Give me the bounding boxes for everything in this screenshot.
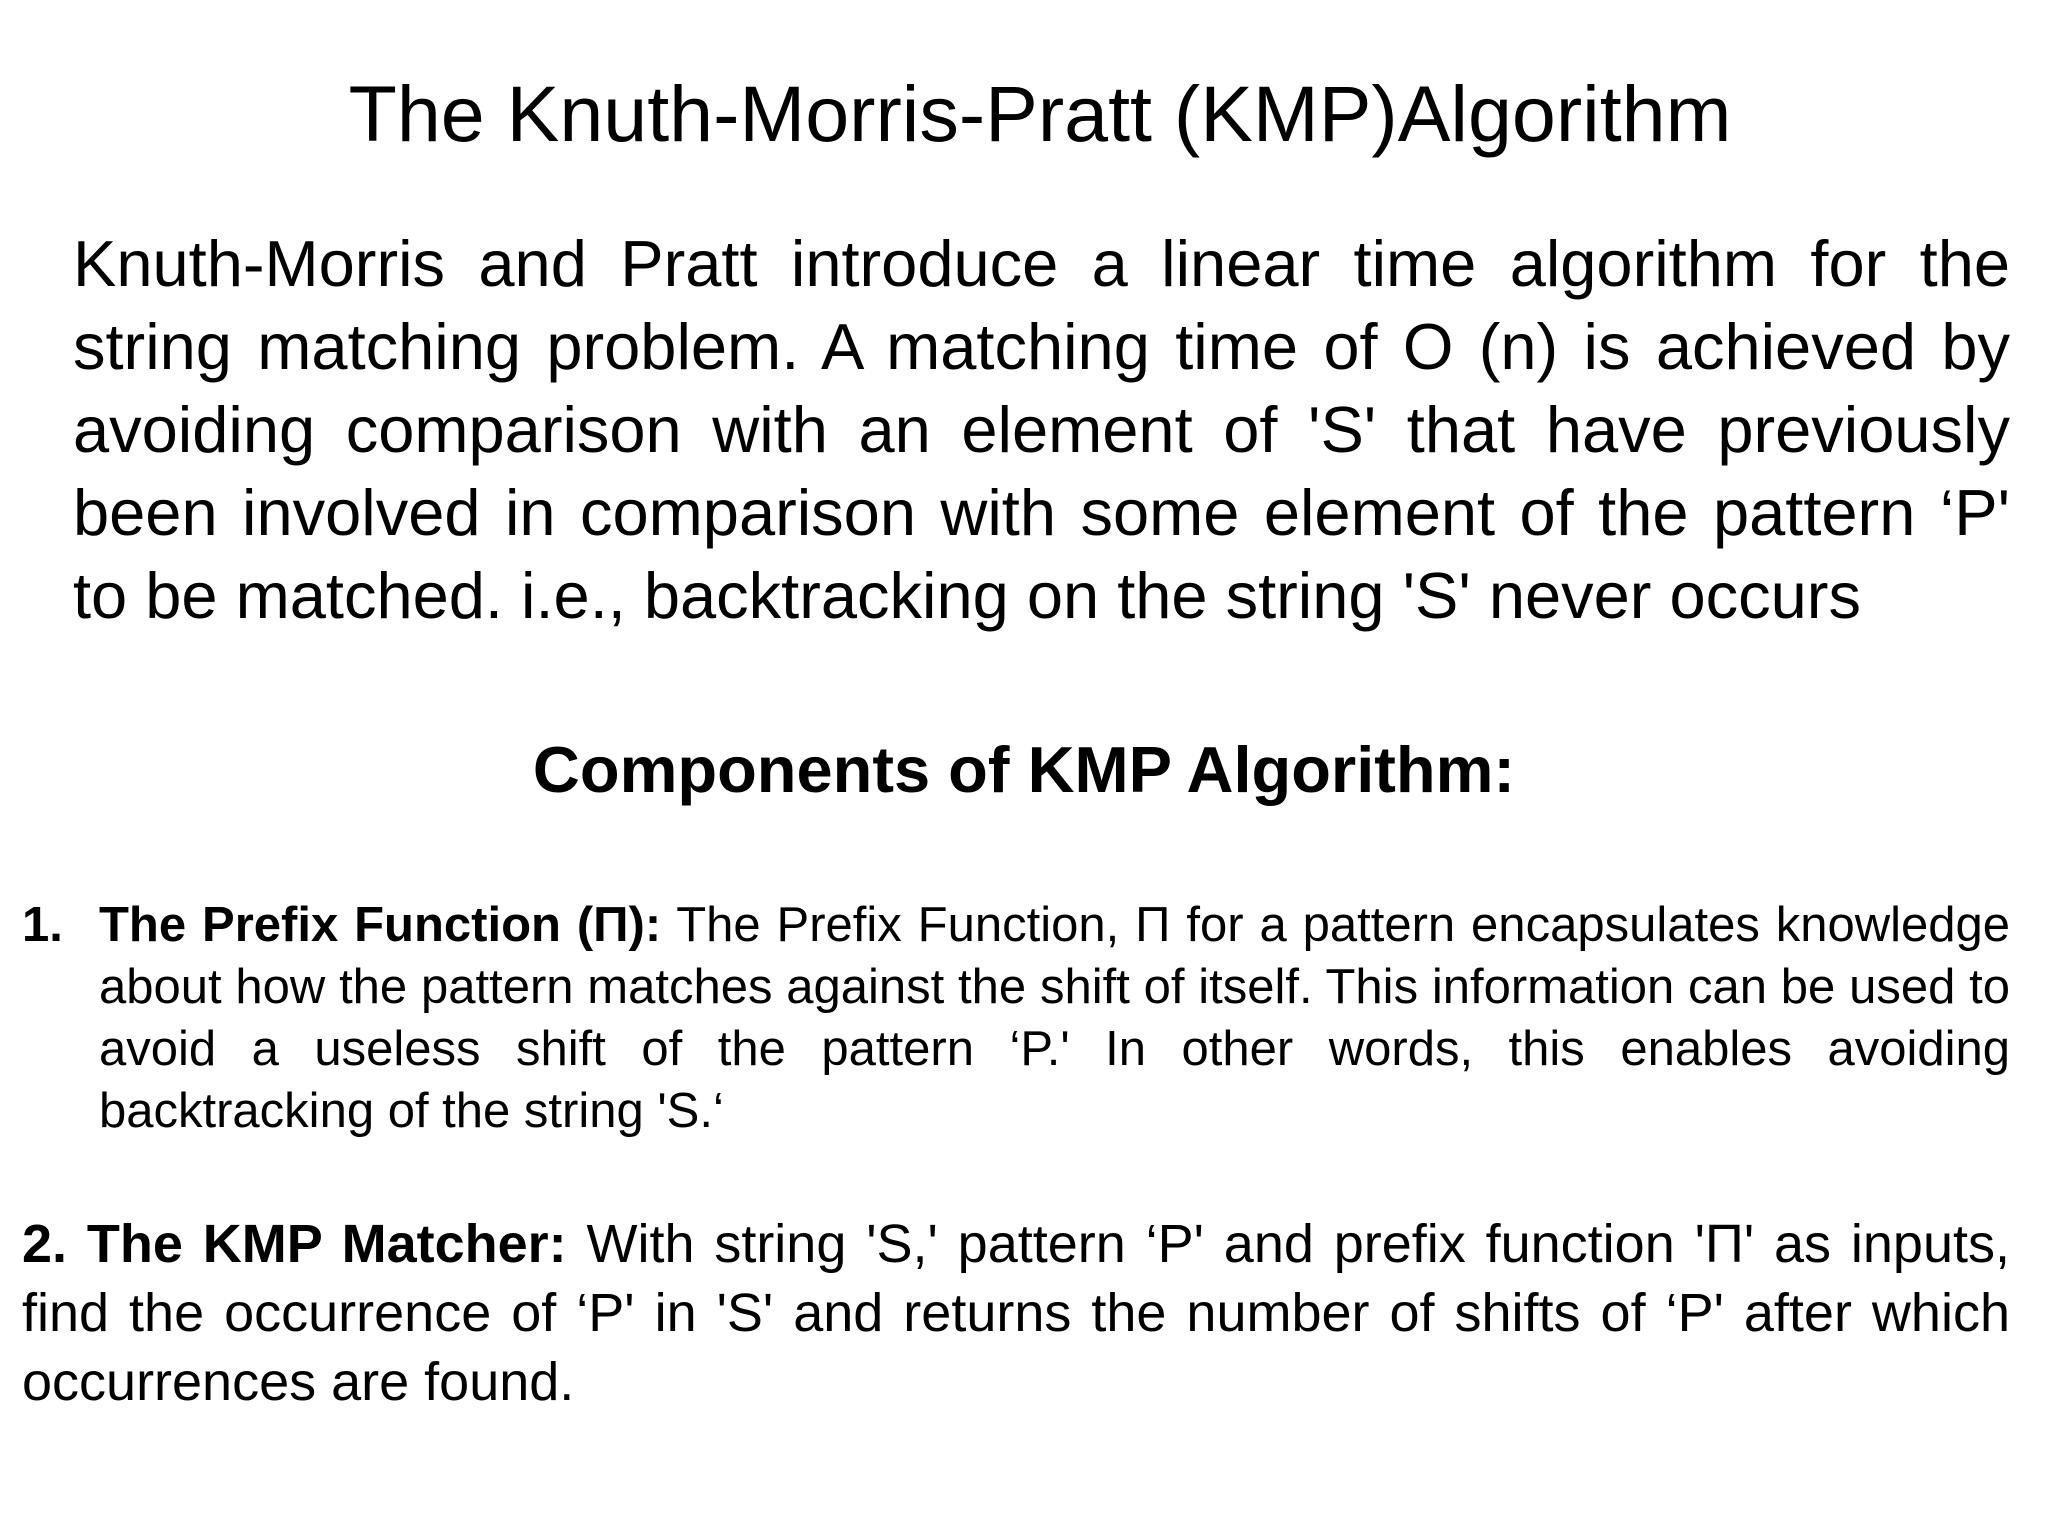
components-heading: Components of KMP Algorithm: (532, 733, 1516, 806)
component-description: With string 'S,' pattern ‘P' and prefix function 'Π' as inputs, find the occurrence of ‘P' in 'S' and returns the number of shifts of ‘P' after which occurrences are found. (22, 1214, 2010, 1412)
intro-paragraph: Knuth-Morris and Pratt introduce a linear time algorithm for the string matching problem. A matching time of O (n) is achieved by avoiding comparison with an element of 'S' that have previously been involved in comparison with some element of the pattern ‘P' to be matched. i.e., backtracking on the string 'S' never occurs (73, 227, 2010, 632)
component-item-prefix-function (22, 894, 2010, 1142)
component-number: 1. (22, 898, 63, 952)
component-number: 2. (22, 1214, 68, 1274)
component-description: The Prefix Function, Π for a pattern encapsulates knowledge about how the pattern matches against the shift of itself. This information can be used to avoid a useless shift of the pattern ‘P.' In other words, this enables avoiding backtracking of the string 'S.‘ (99, 898, 2010, 1138)
slide-title: The Knuth-Morris-Pratt (KMP)Algorithm (348, 69, 1732, 158)
component-item-kmp-matcher (22, 1210, 2010, 1417)
component-term: The Prefix Function (Π): (99, 898, 662, 952)
component-body (99, 894, 2010, 1142)
component-term: The KMP Matcher: (86, 1214, 567, 1274)
